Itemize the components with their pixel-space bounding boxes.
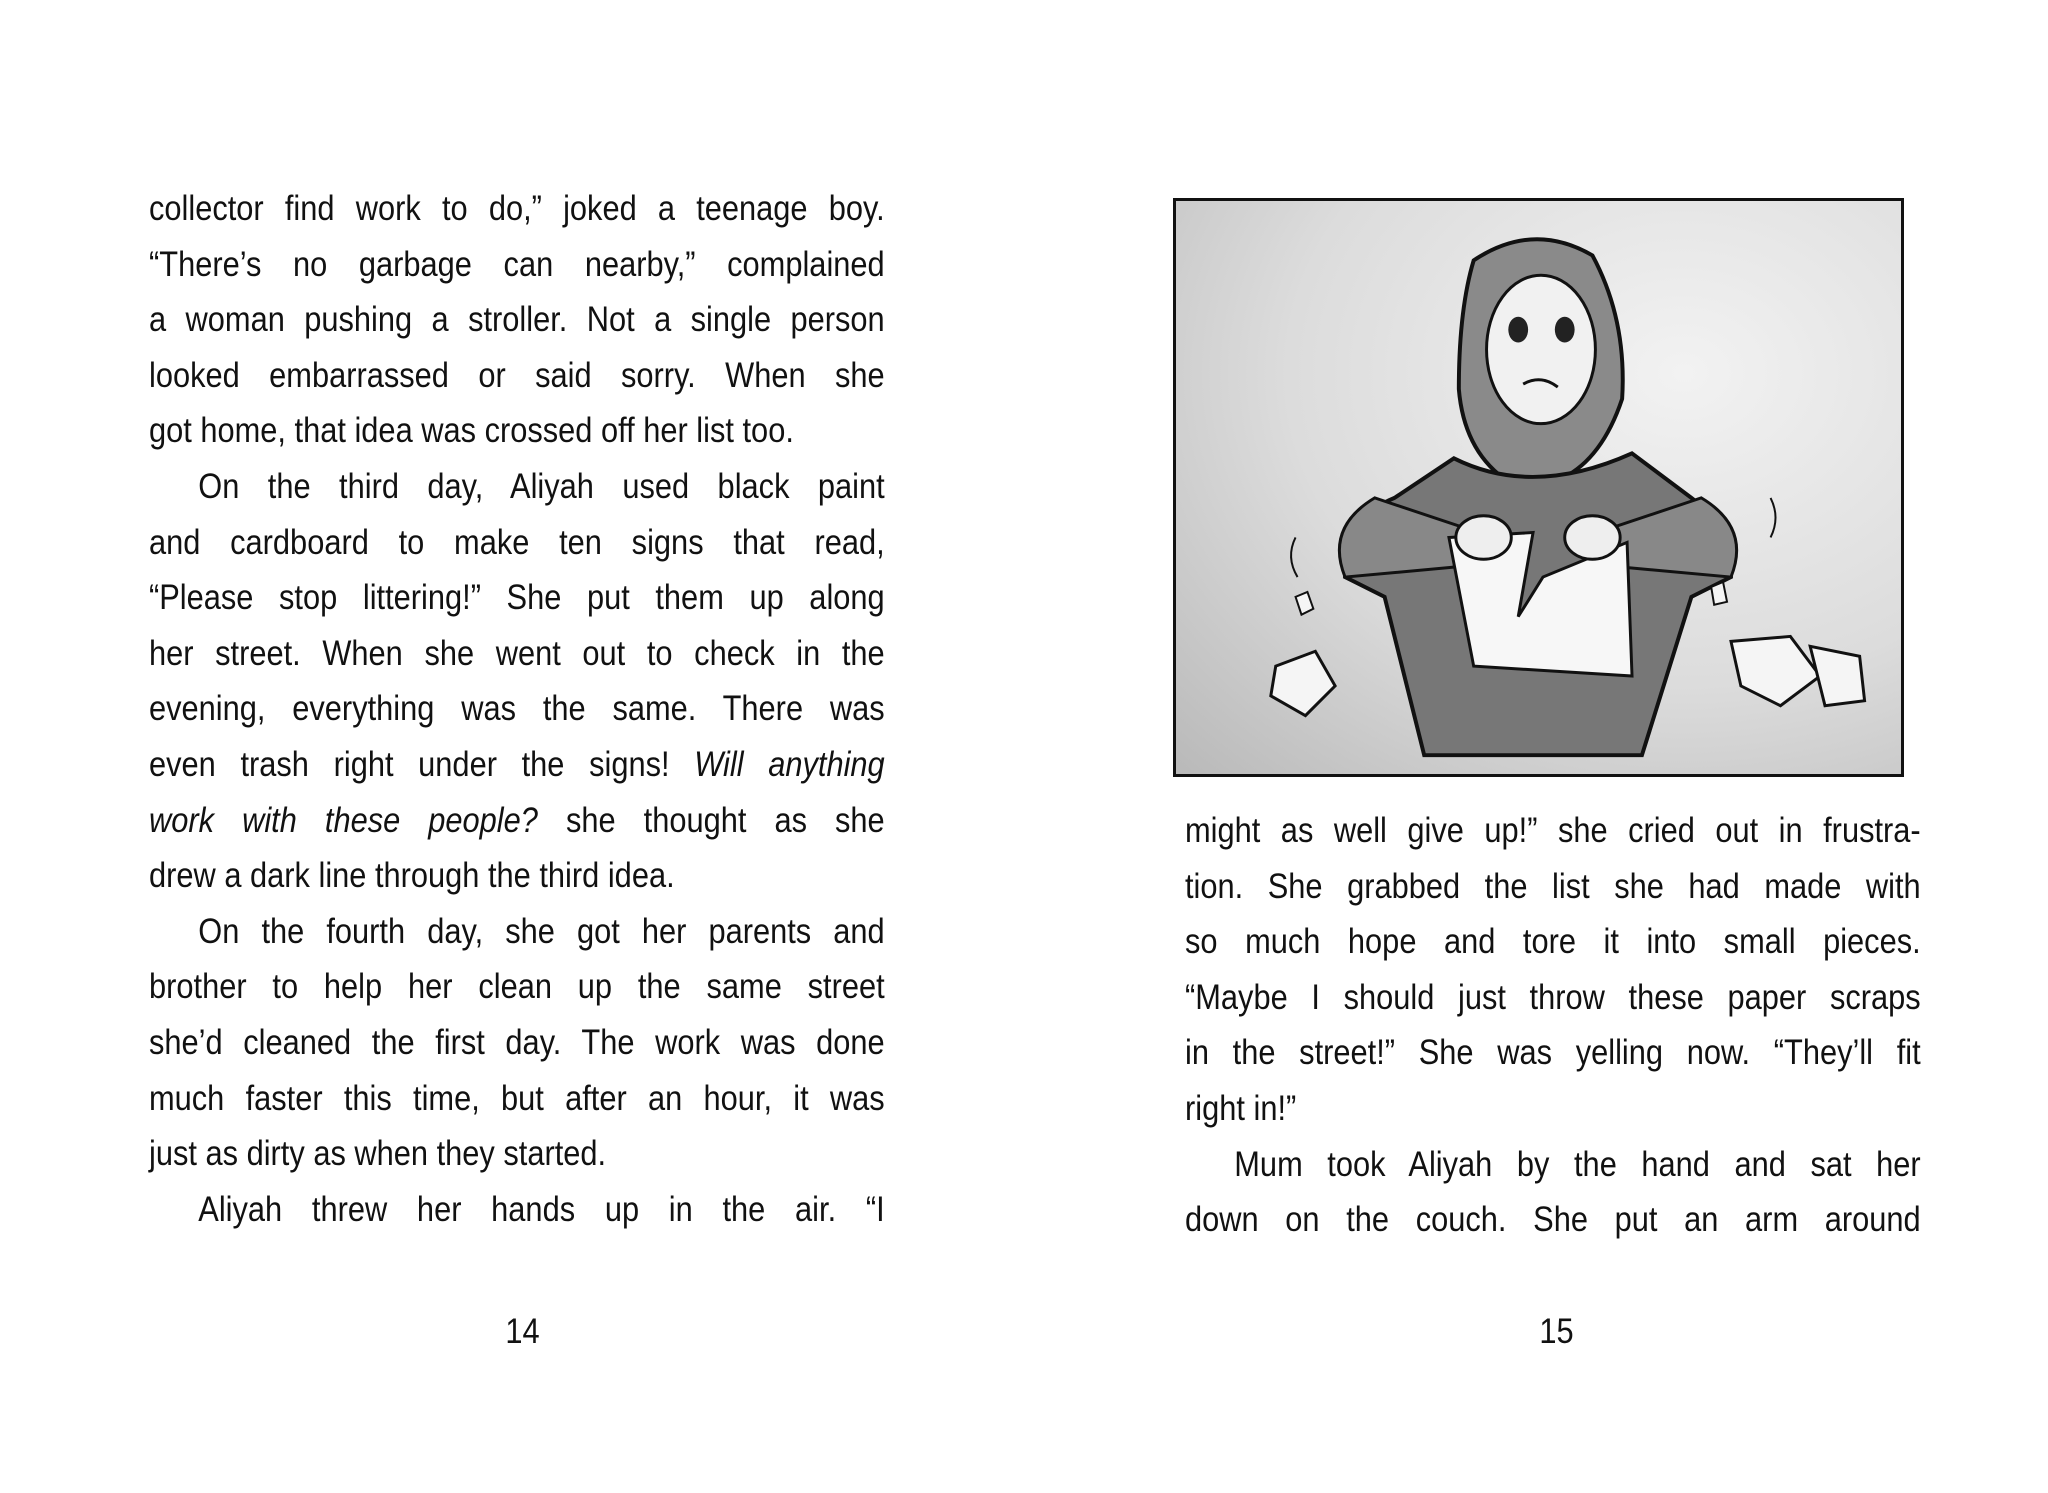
text-line: just as dirty as when they started. (149, 1134, 607, 1174)
text-line: evening, everything was the same. There was (149, 689, 885, 729)
page-number: 15 (1539, 1312, 1574, 1351)
text-line: “Maybe I should just throw these paper scraps (1185, 977, 1921, 1017)
text-line: in the street!” She was yelling now. “They’ll fit (1185, 1033, 1921, 1073)
text-line-with-italic (149, 793, 885, 849)
text-line: her street. When she went out to check in the (149, 633, 885, 673)
text-line: looked embarrassed or said sorry. When she (149, 355, 885, 395)
text-segment: even trash right under the signs! (149, 744, 695, 784)
text-line: “There’s no garbage can nearby,” complained (149, 244, 885, 284)
text-line: down on the couch. She put an arm around (1185, 1200, 1921, 1240)
page-number: 14 (505, 1312, 540, 1351)
illustration-girl-tearing-paper-icon (1176, 201, 1901, 774)
text-line: collector find work to do,” joked a teenage boy. (149, 189, 885, 228)
text-line: might as well give up!” she cried out in frustra- (1185, 811, 1921, 850)
paragraph-start-line: On the fourth day, she got her parents and (198, 911, 885, 951)
text-line: drew a dark line through the third idea. (149, 856, 675, 896)
paragraph-start-line: Aliyah threw her hands up in the air. “I (198, 1189, 885, 1229)
text-line: she’d cleaned the first day. The work was done (149, 1022, 885, 1062)
text-line: got home, that idea was crossed off her list too. (149, 411, 794, 451)
right-body-text (1185, 803, 1921, 1248)
text-line-with-italic (149, 737, 885, 793)
text-line: and cardboard to make ten signs that read, (149, 522, 885, 562)
paragraph-start-line: Mum took Aliyah by the hand and sat her (1234, 1144, 1921, 1184)
italic-thought: Will anything (694, 744, 885, 784)
text-segment: she thought as she (537, 800, 885, 840)
illustration-girl-tearing-paper (1173, 198, 1904, 777)
text-line: brother to help her clean up the same street (149, 967, 885, 1007)
text-line: so much hope and tore it into small pieces. (1185, 922, 1921, 962)
paragraph-start-line: On the third day, Aliyah used black paint (198, 466, 885, 506)
italic-thought: work with these people? (149, 800, 538, 840)
text-line: “Please stop littering!” She put them up along (149, 578, 885, 618)
text-line: tion. She grabbed the list she had made with (1185, 866, 1921, 906)
text-line: much faster this time, but after an hour, it was (149, 1078, 885, 1118)
text-line: right in!” (1185, 1088, 1297, 1128)
right-page (1024, 0, 2048, 1493)
text-line: a woman pushing a stroller. Not a single person (149, 300, 885, 340)
left-body-text (149, 181, 885, 1237)
